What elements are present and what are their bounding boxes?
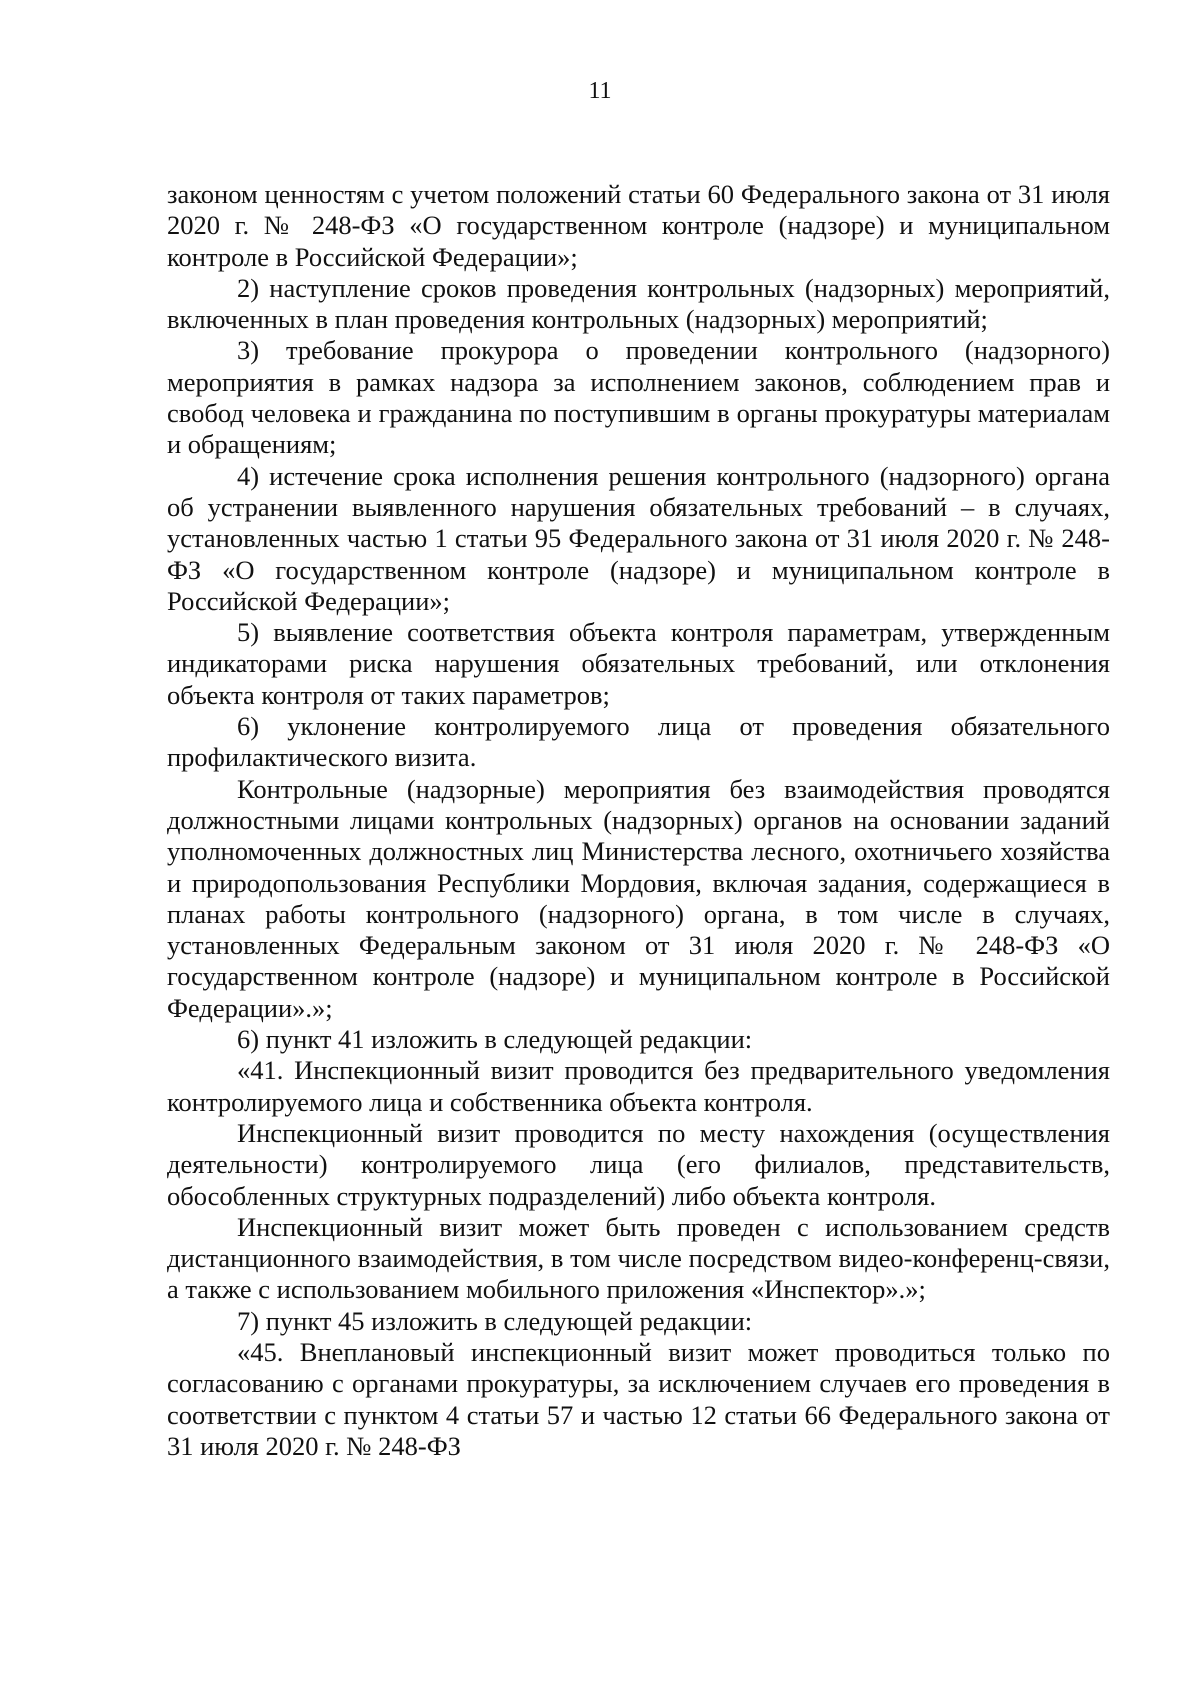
document-body <box>167 179 1110 1462</box>
paragraph-clause-45: «45. Внеплановый инспекционный визит может проводиться только по согласованию с органами прокуратуры, за исключением случаев его проведения в соответствии с пунктом 4 статьи 57 и частью 12 статьи 66 Федерального закона от 31 июля 2020 г. № 248-ФЗ <box>167 1336 1110 1461</box>
paragraph-inspection-location: Инспекционный визит проводится по месту нахождения (осуществления деятельности) контролируемого лица (его филиалов, представительств, обособленных структурных подразделений) либо объекта контроля. <box>167 1117 1110 1211</box>
paragraph-item-2: 2) наступление сроков проведения контрольных (надзорных) мероприятий, включенных в план проведения контрольных (надзорных) мероприятий; <box>167 272 1110 335</box>
paragraph-item-3: 3) требование прокурора о проведении контрольного (надзорного) мероприятия в рамках надзора за исполнением законов, соблюдением прав и свобод человека и гражданина по поступившим в органы прокуратуры материалам и обращениям; <box>167 335 1110 460</box>
paragraph-item-4: 4) истечение срока исполнения решения контрольного (надзорного) органа об устранении выявленного нарушения обязательных требований – в случаях, установленных частью 1 статьи 95 Федерального закона от 31 июля 2020 г. № 248-ФЗ «О государственном контроле (надзоре) и муниципальном контроле в Российской Федерации»; <box>167 460 1110 616</box>
paragraph-control-measures: Контрольные (надзорные) мероприятия без взаимодействия проводятся должностными лицами контрольных (надзорных) органов на основании заданий уполномоченных должностных лиц Министерства лесного, охотничьего хозяйства и природопользования Республики Мордовия, включая задания, содержащиеся в планах работы контрольного (надзорного) органа, в том числе в случаях, установленных Федеральным законом от 31 июля 2020 г. № 248-ФЗ «О государственном контроле (надзоре) и муниципальном контроле в Российской Федерации».»; <box>167 773 1110 1023</box>
paragraph-item-5: 5) выявление соответствия объекта контроля параметрам, утвержденным индикаторами риска нарушения обязательных требований, или отклонения объекта контроля от таких параметров; <box>167 617 1110 710</box>
paragraph-item-6: 6) уклонение контролируемого лица от проведения обязательного профилактического визита. <box>167 711 1110 773</box>
page-number: 11 <box>588 78 612 104</box>
paragraph-clause-41: «41. Инспекционный визит проводится без предварительного уведомления контролируемого лица и собственника объекта контроля. <box>167 1055 1110 1117</box>
paragraph-amendment-7: 7) пункт 45 изложить в следующей редакции: <box>237 1305 753 1336</box>
paragraph-continuation: законом ценностям с учетом положений статьи 60 Федерального закона от 31 июля 2020 г. № 248-ФЗ «О государственном контроле (надзоре) и муниципальном контроле в Российской Федерации»; <box>167 179 1110 272</box>
paragraph-amendment-6: 6) пункт 41 изложить в следующей редакции: <box>237 1024 753 1055</box>
paragraph-inspection-remote: Инспекционный визит может быть проведен с использованием средств дистанционного взаимодействия, в том числе посредством видео-конференц-связи, а также с использованием мобильного приложения «Инспектор».»; <box>167 1211 1110 1305</box>
